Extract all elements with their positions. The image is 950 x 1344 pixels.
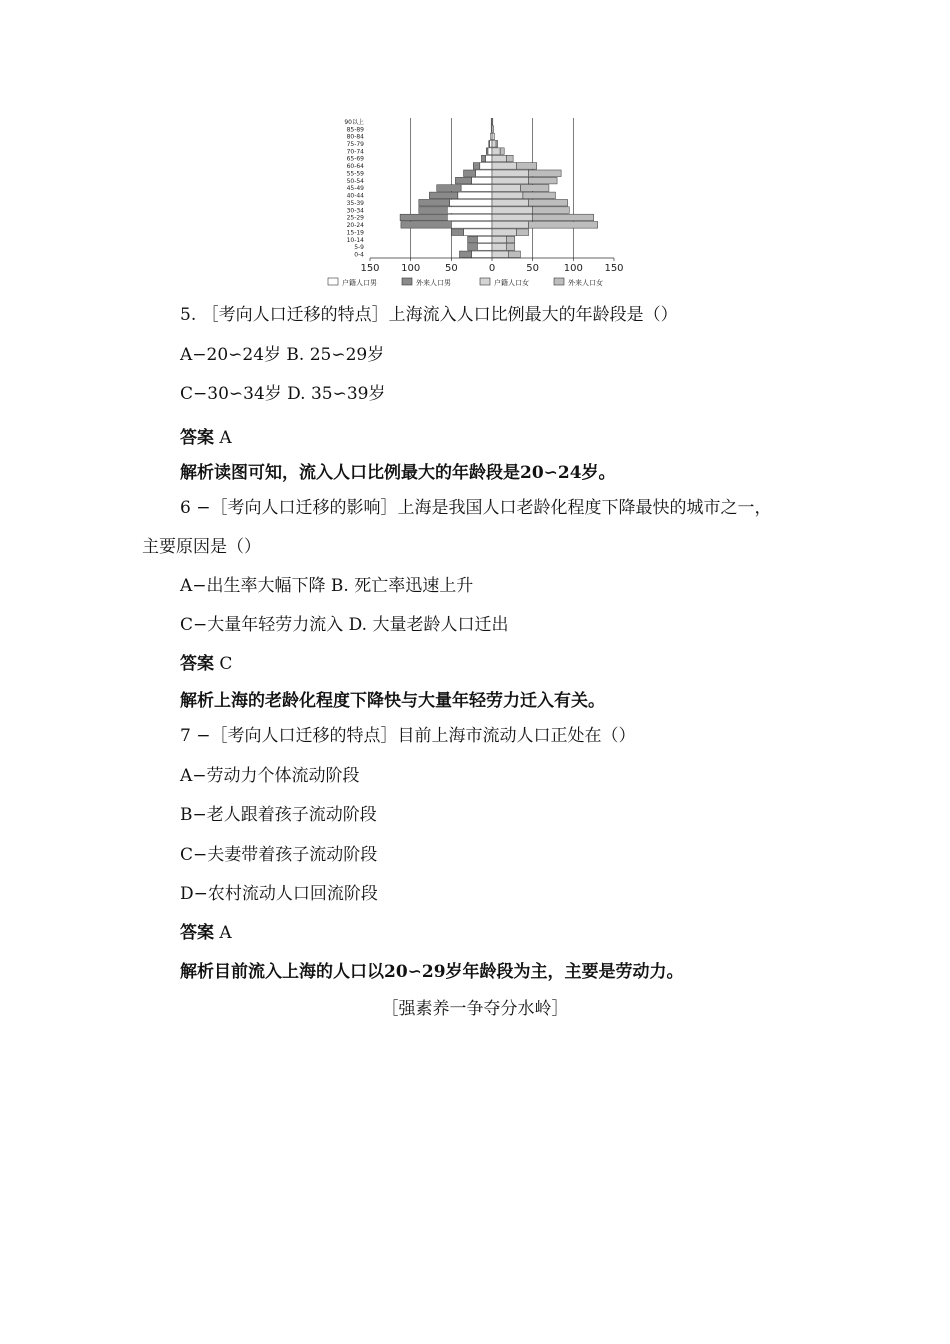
age-group-label: 35-39 (346, 199, 364, 207)
age-group-label: 45-49 (346, 185, 364, 193)
q6-analysis: 解析上海的老龄化程度下降快与大量年轻劳力迁入有关。 (180, 691, 605, 711)
bar-外来人口女 (529, 170, 562, 177)
bar-户籍人口女 (492, 229, 516, 236)
age-group-label: 90以上 (344, 118, 364, 126)
q7-option-a: A−劳动力个体流动阶段 (180, 766, 360, 786)
answer-label: 答案 (180, 428, 214, 448)
age-group-label: 80-84 (346, 133, 364, 141)
x-tick-label: 0 (488, 263, 496, 274)
bar-户籍人口男 (480, 163, 492, 170)
answer-value: C (219, 654, 233, 674)
bar-外来人口女 (523, 192, 556, 199)
legend-swatch (402, 278, 412, 285)
x-tick-label: 150 (360, 263, 380, 274)
x-tick-label: 150 (604, 263, 624, 274)
legend-label: 外来人口男 (416, 279, 451, 287)
bar-外来人口女 (529, 222, 598, 229)
bar-外来人口男 (401, 222, 451, 229)
bar-户籍人口女 (492, 133, 494, 140)
q6-options-cd: C−大量年轻劳力流入 D. 大量老龄人口迁出 (180, 615, 509, 635)
bar-户籍人口女 (492, 236, 507, 243)
bar-户籍人口男 (490, 141, 492, 148)
bar-户籍人口男 (472, 177, 492, 184)
legend-label: 户籍人口女 (494, 279, 529, 287)
bar-户籍人口男 (477, 244, 492, 251)
population-pyramid-chart (318, 112, 638, 292)
bar-户籍人口男 (447, 214, 492, 221)
bar-外来人口女 (520, 185, 548, 192)
bar-外来人口男 (473, 163, 480, 170)
bar-户籍人口男 (458, 192, 492, 199)
bar-户籍人口女 (492, 222, 529, 229)
bar-户籍人口女 (492, 207, 533, 214)
q7-option-c: C−夫妻带着孩子流动阶段 (180, 845, 378, 865)
bar-外来人口男 (419, 207, 447, 214)
age-group-label: 5-9 (354, 244, 364, 252)
bar-外来人口男 (468, 244, 478, 251)
bar-外来人口女 (533, 207, 570, 214)
bar-户籍人口男 (485, 155, 492, 162)
bar-外来人口女 (529, 199, 568, 206)
bar-外来人口男 (400, 214, 447, 221)
bar-外来人口女 (516, 163, 536, 170)
bar-外来人口女 (516, 229, 528, 236)
age-group-label: 60-64 (346, 163, 364, 171)
bar-户籍人口女 (492, 185, 520, 192)
bar-户籍人口女 (492, 155, 507, 162)
bar-外来人口男 (486, 148, 488, 155)
x-tick-label: 100 (563, 263, 583, 274)
q6-title: 6 −［考向人口迁移的影响］上海是我国人口老龄化程度下降最快的城市之一， (180, 498, 772, 518)
bar-外来人口女 (500, 148, 504, 155)
bar-户籍人口女 (492, 126, 494, 133)
bar-外来人口女 (533, 214, 594, 221)
q6-options-ab: A−出生率大幅下降 B. 死亡率迅速上升 (180, 576, 474, 596)
bar-外来人口男 (429, 192, 457, 199)
section-heading: ［强素养一争夺分水岭］ (381, 999, 569, 1019)
q7-option-d: D−农村流动人口回流阶段 (180, 884, 378, 904)
legend-label: 户籍人口男 (342, 279, 377, 287)
answer-label: 答案 (180, 923, 214, 943)
q6-title-cont: 主要原因是（） (142, 537, 261, 557)
bar-外来人口男 (419, 199, 450, 206)
bar-户籍人口男 (488, 148, 492, 155)
bar-户籍人口女 (492, 214, 533, 221)
bar-户籍人口女 (492, 118, 493, 125)
age-group-label: 55-59 (346, 170, 364, 178)
q7-option-b: B−老人跟着孩子流动阶段 (180, 805, 377, 825)
age-group-label: 70-74 (346, 148, 364, 156)
bar-户籍人口女 (492, 163, 516, 170)
age-group-label: 0-4 (354, 251, 364, 259)
bar-户籍人口女 (492, 244, 507, 251)
x-tick-label: 50 (526, 263, 540, 274)
bar-外来人口女 (496, 141, 498, 148)
q7-answer (180, 921, 232, 945)
bar-户籍人口男 (447, 207, 492, 214)
bar-户籍人口女 (492, 199, 529, 206)
age-group-label: 10-14 (346, 236, 364, 244)
bar-外来人口女 (529, 177, 557, 184)
legend-swatch (328, 278, 338, 285)
bar-户籍人口女 (492, 141, 496, 148)
q5-analysis: 解析读图可知，流入人口比例最大的年龄段是20∽24岁。 (180, 463, 616, 483)
bar-户籍人口女 (492, 148, 500, 155)
q5-title: 5. ［考向人口迁移的特点］上海流入人口比例最大的年龄段是（） (180, 305, 678, 325)
bar-户籍人口男 (451, 222, 492, 229)
answer-label: 答案 (180, 654, 214, 674)
x-tick-label: 100 (401, 263, 421, 274)
legend-label: 外来人口女 (568, 279, 603, 287)
q5-answer (180, 426, 232, 450)
bar-外来人口女 (507, 236, 515, 243)
bar-户籍人口男 (450, 199, 492, 206)
bar-外来人口男 (455, 177, 471, 184)
q5-options-cd: C−30∽34岁 D. 35∽39岁 (180, 384, 386, 404)
q7-title: 7 −［考向人口迁移的特点］目前上海市流动人口正处在（） (180, 726, 636, 746)
legend-swatch (480, 278, 490, 285)
bar-户籍人口女 (492, 192, 523, 199)
age-group-label: 25-29 (346, 214, 364, 222)
age-group-label: 40-44 (346, 192, 364, 200)
q7-analysis: 解析目前流入上海的人口以20∽29岁年龄段为主，主要是劳动力。 (180, 962, 684, 982)
bar-外来人口男 (437, 185, 461, 192)
bar-外来人口男 (464, 170, 476, 177)
bar-户籍人口女 (492, 170, 529, 177)
bar-户籍人口女 (492, 251, 508, 258)
bar-外来人口女 (508, 251, 520, 258)
age-group-label: 30-34 (346, 207, 364, 215)
age-group-label: 65-69 (346, 155, 364, 163)
age-group-label: 15-19 (346, 229, 364, 237)
age-group-label: 85-89 (346, 126, 364, 134)
bar-户籍人口男 (464, 229, 492, 236)
bar-户籍人口男 (472, 251, 492, 258)
bar-外来人口男 (468, 236, 478, 243)
bar-外来人口女 (507, 155, 514, 162)
age-group-label: 20-24 (346, 222, 364, 230)
answer-value: A (219, 428, 232, 448)
q6-answer (180, 652, 232, 676)
bar-外来人口男 (489, 141, 490, 148)
bar-外来人口男 (481, 155, 485, 162)
bar-外来人口男 (459, 251, 471, 258)
x-tick-label: 50 (444, 263, 458, 274)
bar-户籍人口男 (477, 236, 492, 243)
q5-options-ab: A−20∽24岁 B. 25∽29岁 (180, 345, 385, 365)
age-group-label: 75-79 (346, 140, 364, 148)
bar-户籍人口男 (476, 170, 492, 177)
answer-value: A (219, 923, 232, 943)
bar-外来人口男 (451, 229, 463, 236)
bar-户籍人口女 (492, 177, 529, 184)
age-group-label: 50-54 (346, 177, 364, 185)
bar-户籍人口男 (461, 185, 492, 192)
legend-swatch (554, 278, 564, 285)
bar-外来人口女 (507, 244, 515, 251)
